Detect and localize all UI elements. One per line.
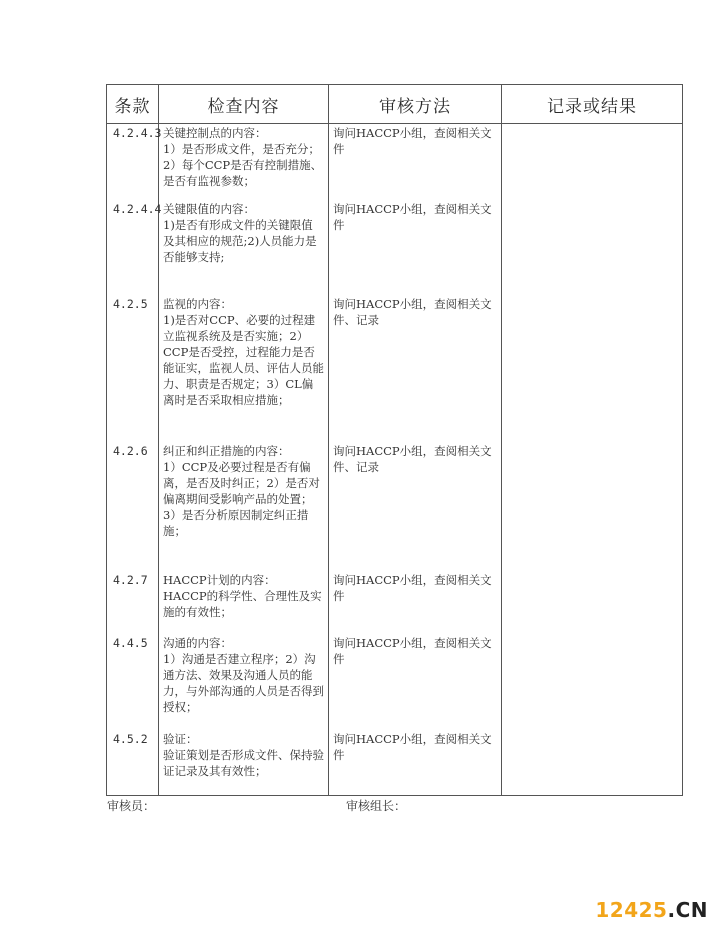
header-check-content: 检查内容	[159, 85, 329, 124]
clause-number: 4.5.2	[107, 731, 159, 796]
watermark-domain: .CN	[667, 898, 708, 922]
record-result-cell	[502, 443, 683, 572]
table-row	[107, 296, 683, 443]
audit-checklist-table	[106, 84, 683, 796]
check-content-title: 关键限值的内容：	[163, 201, 255, 216]
check-content-body: 1)是否有形成文件的关键限值及其相应的规范;2)人员能力是否能够支持;	[163, 217, 317, 264]
header-clause: 条款	[107, 85, 159, 124]
check-content-body: 1)是否对CCP、必要的过程建立监视系统及是否实施；2）CCP是否受控，过程能力是否能证实，监视人员、评估人员能力、职责是否规定；3）CL偏离时是否采取相应措施；	[163, 312, 324, 407]
check-content-title: 关键控制点的内容：	[163, 126, 267, 140]
check-content-cell	[159, 296, 329, 443]
table-row	[107, 572, 683, 635]
audit-method-cell: 询问HACCP小组，查阅相关文件	[329, 731, 502, 796]
check-content-cell	[159, 443, 329, 572]
check-content-body: 1）CCP及必要过程是否有偏离，是否及时纠正；2）是否对偏离期间受影响产品的处置；3）是否分析原因制定纠正措施；	[163, 459, 320, 538]
check-content-body: 验证策划是否形成文件、保持验证记录及其有效性；	[163, 747, 324, 778]
audit-method-cell: 询问HACCP小组，查阅相关文件	[329, 201, 502, 296]
header-record-result: 记录或结果	[502, 85, 683, 124]
record-result-cell	[502, 296, 683, 443]
audit-method-cell: 询问HACCP小组，查阅相关文件、记录	[329, 296, 502, 443]
check-content-title: HACCP计划的内容：	[163, 572, 276, 587]
audit-method-cell: 询问HACCP小组，查阅相关文件、记录	[329, 443, 502, 572]
audit-method-cell: 询问HACCP小组，查阅相关文件	[329, 572, 502, 635]
table-row	[107, 201, 683, 296]
record-result-cell	[502, 635, 683, 731]
check-content-cell	[159, 731, 329, 796]
record-result-cell	[502, 731, 683, 796]
audit-method-cell: 询问HACCP小组，查阅相关文件	[329, 635, 502, 731]
header-audit-method: 审核方法	[329, 85, 502, 124]
clause-number: 4.2.7	[107, 572, 159, 635]
check-content-title: 纠正和纠正措施的内容：	[163, 443, 290, 458]
table-row	[107, 443, 683, 572]
watermark-number: 12425	[595, 898, 668, 922]
record-result-cell	[502, 572, 683, 635]
check-content-cell	[159, 201, 329, 296]
table-row	[107, 635, 683, 731]
check-content-body: 1）是否形成文件，是否充分；2）每个CCP是否有控制措施、是否有监视参数；	[163, 142, 323, 188]
check-content-title: 监视的内容：	[163, 296, 232, 311]
check-content-body: 1）沟通是否建立程序；2）沟通方法、效果及沟通人员的能力，与外部沟通的人员是否得到授权；	[163, 651, 324, 714]
check-content-cell	[159, 124, 329, 201]
record-result-cell	[502, 201, 683, 296]
clause-number: 4.2.4.4	[107, 201, 159, 296]
check-content-cell	[159, 572, 329, 635]
audit-leader-signature-label: 审核组长：	[346, 799, 407, 813]
auditor-signature-label: 审核员：	[107, 799, 156, 813]
check-content-title: 沟通的内容：	[163, 635, 232, 650]
record-result-cell	[502, 124, 683, 201]
clause-number: 4.2.4.3	[107, 124, 159, 201]
check-content-title: 验证：	[163, 731, 198, 746]
clause-number: 4.4.5	[107, 635, 159, 731]
audit-method-cell: 询问HACCP小组，查阅相关文件	[329, 124, 502, 201]
clause-number: 4.2.6	[107, 443, 159, 572]
check-content-body: HACCP的科学性、合理性及实施的有效性；	[163, 588, 322, 619]
check-content-cell	[159, 635, 329, 731]
site-watermark	[595, 898, 708, 922]
clause-number: 4.2.5	[107, 296, 159, 443]
table-row	[107, 124, 683, 201]
header-row	[107, 85, 683, 124]
table-row	[107, 731, 683, 796]
